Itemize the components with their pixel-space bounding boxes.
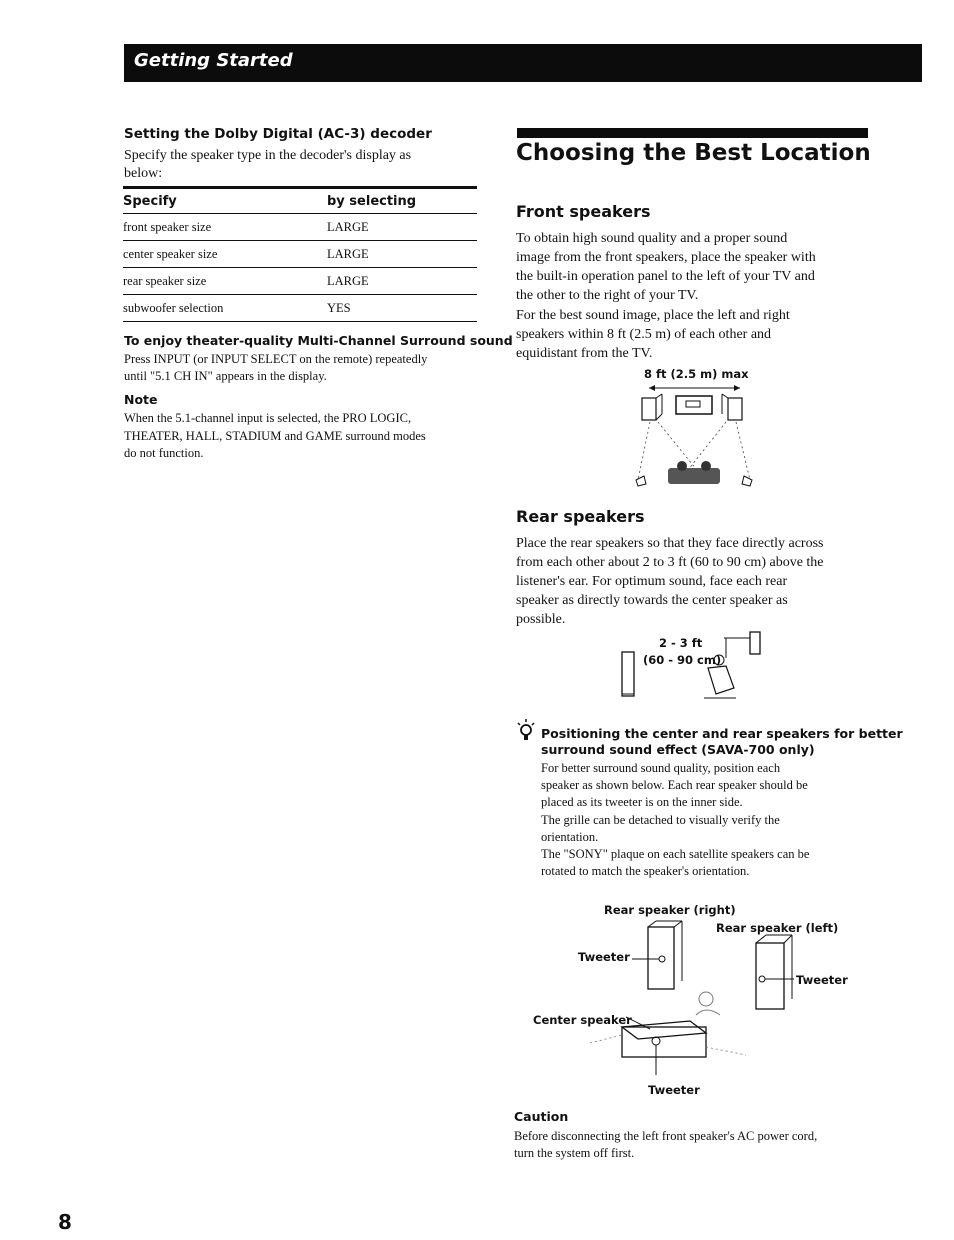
lightbulb-tip-icon — [516, 718, 536, 742]
theater-heading: To enjoy theater-quality Multi-Channel Surround sound — [124, 333, 513, 348]
section-title: Getting Started — [134, 50, 293, 71]
rear-speaker-far-icon — [724, 632, 760, 658]
table-header-selecting: by selecting — [327, 188, 477, 214]
table-cell-value: YES — [327, 295, 477, 322]
front-speakers-heading: Front speakers — [516, 202, 651, 221]
page-number: 8 — [58, 1210, 72, 1234]
table-cell-item: rear speaker size — [123, 268, 327, 295]
table-row — [123, 295, 477, 322]
tweeter-left-label: Tweeter — [578, 950, 630, 964]
orientation-lines — [590, 1035, 746, 1055]
front-text-line-1: To obtain high sound quality and a proper sound — [516, 231, 788, 246]
right-front-speaker-icon — [722, 394, 742, 420]
note-text-line-1: When the 5.1-channel input is selected, the PRO LOGIC, — [124, 411, 412, 425]
rear-diagram-label-ft: 2 - 3 ft — [659, 636, 703, 650]
speaker-settings-table — [123, 186, 477, 322]
front-text-line-5: For the best sound image, place the left and right — [516, 308, 790, 323]
tip-heading-line-1: Positioning the center and rear speakers for better — [541, 726, 903, 741]
rear-right-label: Rear speaker (right) — [604, 903, 736, 917]
rear-text-line-1: Place the rear speakers so that they face directly across — [516, 536, 824, 551]
decoder-intro-line-1: Specify the speaker type in the decoder's display as — [124, 148, 412, 163]
table-cell-value: LARGE — [327, 214, 477, 241]
theater-text-line-1: Press INPUT (or INPUT SELECT on the remote) repeatedly — [124, 352, 428, 366]
rear-diagram-label-cm: (60 - 90 cm) — [643, 653, 722, 667]
tweeter-bottom-label: Tweeter — [648, 1083, 700, 1097]
tip-text-line-6: The "SONY" plaque on each satellite speakers can be — [541, 847, 810, 861]
rear-left-label: Rear speaker (left) — [716, 921, 839, 935]
title-rule — [517, 128, 868, 138]
front-text-line-6: speakers within 8 ft (2.5 m) of each other and — [516, 327, 772, 342]
tip-text-line-4: The grille can be detached to visually verify the — [541, 813, 780, 827]
front-text-line-3: the built-in operation panel to the left of your TV and — [516, 269, 815, 284]
tweeter-right-label: Tweeter — [796, 973, 848, 987]
left-front-speaker-icon — [642, 394, 662, 420]
decoder-intro-line-2: below: — [124, 166, 163, 181]
rear-speaker-near-icon — [622, 652, 634, 696]
tip-text-line-1: For better surround sound quality, position each — [541, 761, 781, 775]
decoder-heading: Setting the Dolby Digital (AC-3) decoder — [124, 126, 432, 142]
table-row — [123, 268, 477, 295]
listener-icon — [696, 992, 720, 1015]
rear-text-line-4: speaker as directly towards the center speaker as — [516, 593, 788, 608]
front-text-line-7: equidistant from the TV. — [516, 346, 653, 361]
table-cell-value: LARGE — [327, 268, 477, 295]
rear-text-line-3: listener's ear. For optimum sound, face each rear — [516, 574, 788, 589]
front-text-line-4: the other to the right of your TV. — [516, 288, 699, 303]
tip-text-line-7: rotated to match the speaker's orientation. — [541, 864, 750, 878]
caution-heading: Caution — [514, 1109, 569, 1124]
note-text-line-3: do not function. — [124, 446, 204, 460]
speaker-placement-diagram — [530, 915, 850, 1075]
tv-icon — [676, 396, 712, 414]
table-row — [123, 214, 477, 241]
rear-text-line-2: from each other about 2 to 3 ft (60 to 90 cm) above the — [516, 555, 824, 570]
tip-heading-line-2: surround sound effect (SAVA-700 only) — [541, 742, 815, 757]
note-text-line-2: THEATER, HALL, STADIUM and GAME surround modes — [124, 429, 426, 443]
caution-text-line-1: Before disconnecting the left front speaker's AC power cord, — [514, 1129, 818, 1143]
table-header-row — [123, 188, 477, 214]
page-title: Choosing the Best Location — [516, 140, 871, 166]
table-header-specify: Specify — [123, 188, 327, 214]
front-text-line-2: image from the front speakers, place the speaker with — [516, 250, 816, 265]
theater-text-line-2: until "5.1 CH IN" appears in the display. — [124, 369, 327, 383]
tip-text-line-3: placed as its tweeter is on the inner side. — [541, 795, 743, 809]
table-cell-item: center speaker size — [123, 241, 327, 268]
listeners-sofa-icon — [668, 461, 720, 484]
center-speaker-icon — [622, 1017, 706, 1075]
table-cell-value: LARGE — [327, 241, 477, 268]
rear-speaker-right-icon — [632, 921, 682, 989]
section-banner — [124, 44, 922, 82]
front-diagram-label: 8 ft (2.5 m) max — [644, 367, 749, 381]
table-row — [123, 241, 477, 268]
tip-text-line-2: speaker as shown below. Each rear speaker should be — [541, 778, 808, 792]
rear-text-line-5: possible. — [516, 612, 566, 627]
caution-text-line-2: turn the system off first. — [514, 1146, 635, 1160]
rear-speaker-left-icon — [756, 935, 794, 1009]
tip-text-line-5: orientation. — [541, 830, 599, 844]
rear-speakers-heading: Rear speakers — [516, 507, 645, 526]
note-heading: Note — [124, 392, 158, 407]
center-speaker-label: Center speaker — [533, 1013, 632, 1027]
front-speaker-diagram — [620, 380, 770, 490]
table-cell-item: subwoofer selection — [123, 295, 327, 322]
table-cell-item: front speaker size — [123, 214, 327, 241]
